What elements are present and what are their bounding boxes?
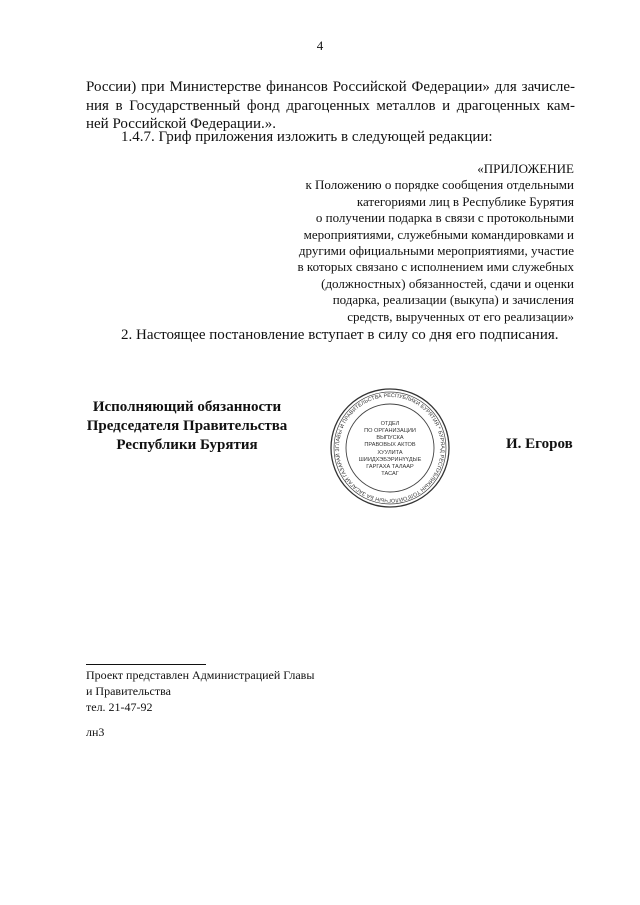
seal-inner-line: ГАРГАХА ТАЛААР: [366, 464, 414, 470]
signer-position-line: Председателя Правительства: [86, 418, 288, 434]
signer-position-line: Республики Бурятия: [116, 437, 258, 453]
annex-line: подарка, реализации (выкупа) и зачисления: [332, 292, 574, 308]
effective-clause: 2. Настоящее постановление вступает в силу со дня его подписания.: [121, 327, 559, 343]
annex-line: средств, вырученных от его реализации»: [347, 308, 574, 324]
footnote-line: и Правительства: [86, 684, 171, 698]
seal-inner-line: ТАСАГ: [381, 471, 399, 477]
annex-line: «ПРИЛОЖЕНИЕ: [477, 161, 574, 176]
paragraph-line: ней Российской Федерации.».: [86, 116, 276, 132]
continuation-paragraph: [86, 78, 575, 134]
paragraph-line: ния в Государственный фонд драгоценных металлов и драгоценных кам-: [86, 97, 575, 114]
seal-inner-line: ПО ОРГАНИЗАЦИИ: [364, 428, 416, 434]
seal-inner-ring: [346, 404, 434, 492]
annex-line: о получении подарка в связи с протокольными: [315, 210, 574, 226]
signer-position: [72, 398, 302, 455]
seal-inner-line: ВЫПУСКА: [376, 435, 404, 441]
annex-line: категориями лиц в Республике Бурятия: [356, 193, 574, 209]
annex-line: другими официальными мероприятиями, участие: [298, 243, 574, 259]
annex-heading-block: [274, 161, 574, 325]
seal-inner-line: ОТДЕЛ: [380, 421, 400, 427]
seal-inner-line: ПРАВОВЫХ АКТОВ: [364, 442, 416, 448]
seal-outer-ring-inner: [334, 392, 446, 504]
footnote-rule: [86, 664, 206, 665]
seal-inner-line: ХУУЛИТА: [377, 450, 403, 456]
seal-inner-line: ШИИДХЭБЭРИНҮҮДЫЕ: [358, 457, 422, 463]
signer-position-line: Исполняющий обязанности: [92, 399, 282, 415]
annex-line: к Положению о порядке сообщения отдельными: [305, 177, 574, 193]
official-seal: [328, 386, 452, 510]
signer-name: И. Егоров: [506, 436, 573, 452]
page-number: 4: [316, 38, 324, 53]
seal-outer-ring: [331, 389, 449, 507]
annex-line: в которых связано с исполнением ими служебных: [297, 259, 574, 275]
footnote: [86, 667, 314, 715]
item-1-4-7: 1.4.7. Гриф приложения изложить в следующей редакции:: [121, 129, 493, 145]
document-code: лн3: [86, 725, 105, 739]
seal-outer-textpath: ГЛАВЫ И ПРАВИТЕЛЬСТВА РЕСПУБЛИКИ БУРЯТИЯ * БУРЯАД РЕСПУБЛИКЫН ТОЛГОЙЛОГЧЫН БА ЗАСАГАЙ ГАЗАРАЙ З: [334, 392, 446, 504]
annex-line: мероприятиями, служебными командировками и: [303, 226, 574, 242]
footnote-line: Проект представлен Администрацией Главы: [86, 668, 315, 682]
footnote-line: тел. 21-47-92: [86, 700, 153, 714]
paragraph-line: России) при Министерстве финансов Российской Федерации» для зачисле-: [86, 79, 575, 95]
annex-line: (должностных) обязанностей, сдачи и оценки: [321, 275, 574, 291]
